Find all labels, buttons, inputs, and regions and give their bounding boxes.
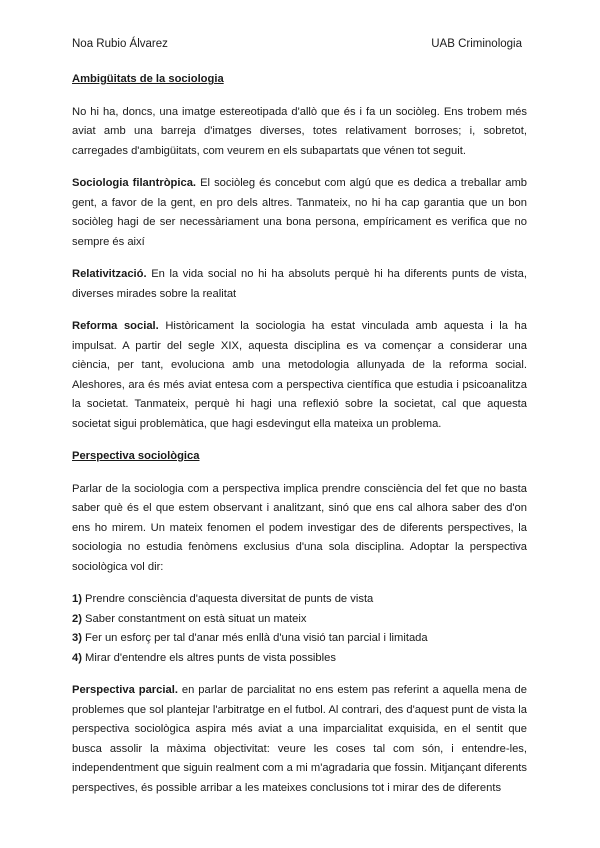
list-number: 3)	[72, 632, 82, 644]
paragraph-sociologia-filantropica	[72, 174, 527, 252]
term-label: Perspectiva parcial.	[72, 684, 178, 696]
paragraph-relativitzacio	[72, 265, 527, 304]
list-item	[72, 590, 527, 610]
list-text: Fer un esforç per tal d'anar més enllà d'una visió tan parcial i limitada	[81, 632, 428, 644]
term-label: Relativització.	[72, 268, 147, 280]
list-item	[72, 610, 527, 630]
list-text: Saber constantment on està situat un mateix	[81, 612, 307, 625]
list-text: Prendre consciència d'aquesta diversitat de punts de vista	[81, 593, 374, 605]
list-text: Mirar d'entendre els altres punts de vista possibles	[81, 651, 336, 664]
paragraph-perspectiva-parcial	[72, 681, 527, 798]
list-number: 4)	[72, 651, 82, 664]
list-item	[72, 649, 527, 669]
author-name: Noa Rubio Álvarez	[72, 38, 168, 50]
list-item	[72, 629, 527, 649]
term-label: Sociologia filantròpica.	[72, 177, 197, 189]
paragraph-text: En la vida social no hi ha absoluts perquè hi ha diferents punts de vista, diverses mirades sobre la realitat	[72, 268, 527, 300]
section-intro-paragraph: No hi ha, doncs, una imatge estereotipada d'allò que és i fa un sociòleg. Ens trobem més aviat amb una barreja d'imatges diverses, totes relativament borroses; i, sobretot, carregades d'ambigüitats, com veurem en els subapartats que vénen tot seguit.	[72, 105, 527, 157]
section-intro-paragraph: Parlar de la sociologia com a perspectiva implica prendre consciència del fet que no basta saber què és el que estem observant i analitzant, sinó que ens cal alhora saber des d'on ens ho mirem. Un mateix fenomen el podem investigar des de diferents perspectives, la sociologia no estudia fenòmens exclusius d'una sola disciplina. Adoptar la perspectiva sociològica vol dir:	[72, 482, 527, 573]
list-number: 1)	[72, 593, 82, 605]
numbered-list	[72, 590, 527, 668]
section-title-ambiguitats: Ambigüitats de la sociologia	[72, 73, 224, 85]
paragraph-text: en parlar de parcialitat no ens estem pas referint a aquella mena de problemes que sol plantejar l'arbitratge en el futbol. Al contrari, des d'aquest punt de vista la perspectiva sociològica aspira més aviat a una imparcialitat exquisida, en el sentit que busca assolir la màxima objectivitat: veure les coses tal com són, i entendre-les, independentment que siguin realment com a mi m'agradaria que fossin. Mitjançant diferents perspectives, és possible arribar a les mateixes conclusions tot i mirar des de diferents	[72, 684, 527, 794]
term-label: Reforma social.	[72, 320, 159, 332]
list-number: 2)	[72, 612, 82, 625]
document-body	[72, 70, 527, 811]
paragraph-reforma-social	[72, 317, 527, 434]
institution-name: UAB Criminologia	[431, 38, 522, 50]
paragraph-text: Històricament la sociologia ha estat vinculada amb aquesta i la ha impulsat. A partir del segle XIX, aquesta disciplina es va començar a considerar una ciència, per tant, evoluciona amb una metodologia allunyada de la reforma social. Aleshores, ara és més aviat entesa com a perspectiva científica que estudia i psicoanalitza la societat. Tanmateix, perquè hi hagi una reflexió sobre la societat, cal que aquesta societat sigui problemàtica, que hagi esdevingut ella mateixa un problema.	[72, 320, 527, 430]
paragraph-text: El sociòleg és concebut com algú que es dedica a treballar amb gent, a favor de la gent, en pro dels altres. Tanmateix, no hi ha cap garantia que un bon sociòleg hagi de ser necessàriament una bona persona, empíricament es verifica que no sempre és així	[72, 177, 527, 248]
section-title-perspectiva: Perspectiva sociològica	[72, 450, 200, 462]
page-header	[72, 38, 522, 50]
